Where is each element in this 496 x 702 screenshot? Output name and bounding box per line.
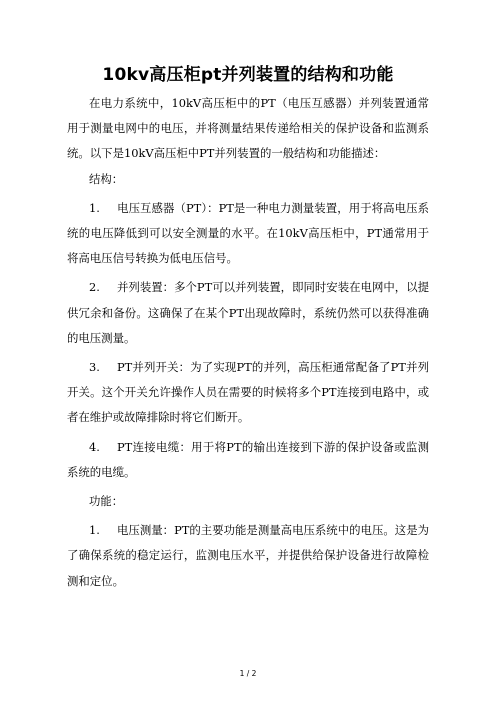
intro-paragraph: 在电力系统中，10kV高压柜中的PT（电压互感器）并列装置通常用于测量电网中的电压，并将测量结果传递给相关的保护设备和监测系统。以下是10kV高压柜中PT并列装置的一般结构和功能描述：	[67, 96, 429, 161]
item-number: 1.	[89, 200, 100, 215]
item-text: 电压测量：PT的主要功能是测量高电压系统中的电压。这是为了确保系统的稳定运行，监测电压水平，并提供给保护设备进行故障检测和定位。	[67, 523, 429, 588]
document-body	[67, 91, 429, 594]
item-text: PT连接电缆：用于将PT的输出连接到下游的保护设备或监测系统的电缆。	[67, 439, 429, 479]
item-number: 2.	[89, 280, 100, 295]
structure-heading: 结构：	[89, 171, 124, 186]
function-heading: 功能：	[89, 494, 124, 509]
page-indicator: 1 / 2	[239, 669, 257, 678]
item-text: 并列装置：多个PT可以并列装置，即同时安装在电网中，以提供冗余和备份。这确保了在某个PT出现故障时，系统仍然可以获得准确的电压测量。	[67, 280, 429, 345]
item-text: PT并列开关：为了实现PT的并列，高压柜通常配备了PT并列开关。这个开关允许操作人员在需要的时候将多个PT连接到电路中，或者在维护或故障排除时将它们断开。	[67, 360, 429, 425]
item-number: 3.	[89, 360, 100, 375]
structure-item-4	[67, 435, 429, 485]
item-text: 电压互感器（PT）：PT是一种电力测量装置，用于将高电压系统的电压降低到可以安全测量的水平。在10kV高压柜中，PT通常用于将高电压信号转换为低电压信号。	[67, 200, 429, 266]
item-number: 4.	[89, 439, 100, 454]
function-item-1	[67, 518, 429, 594]
structure-item-2	[67, 275, 429, 351]
structure-item-3	[67, 355, 429, 431]
document-title: 10kv高压柜pt并列装置的结构和功能	[102, 65, 394, 85]
structure-item-1	[67, 196, 429, 272]
item-number: 1.	[89, 523, 100, 538]
